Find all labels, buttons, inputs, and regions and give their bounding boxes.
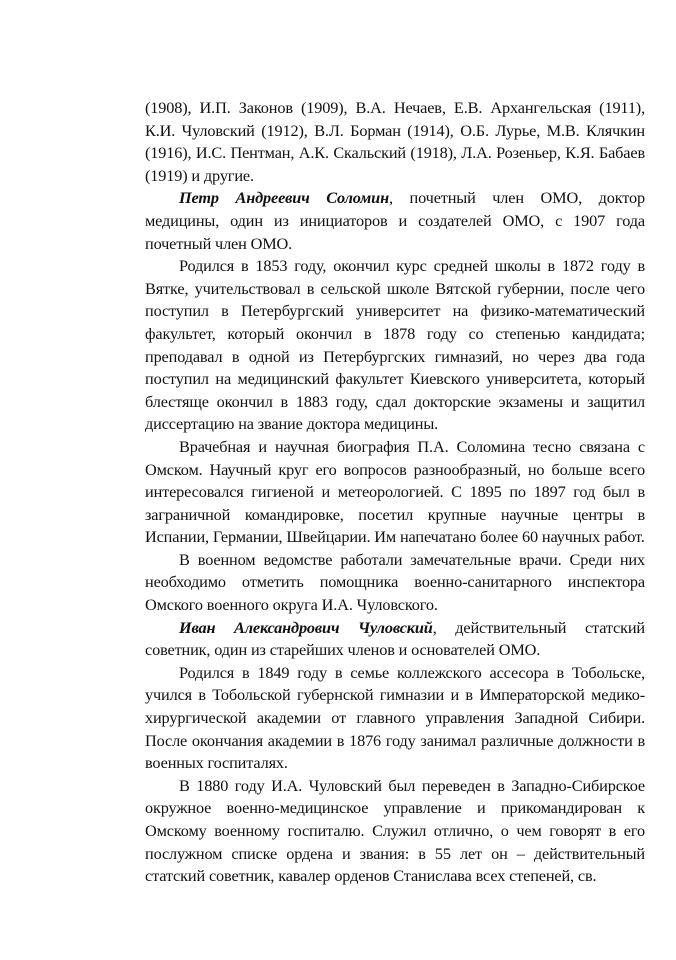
paragraph-military-doctors — [145, 549, 645, 617]
document-page — [145, 97, 645, 888]
paragraph-text: , действительный статский советник, один из старейших членов и основателей ОМО. — [145, 617, 645, 660]
person-name-solomin: Петр Андреевич Соломин — [179, 188, 389, 208]
paragraph-text: (1908), И.П. Законов (1909), В.А. Нечаев, Е.В. Архангельская (1911), К.И. Чуловский (1912), В.Л. Борман (1914), О.Б. Лурье, М.В. Клячкин (1916), И.С. Пентман, А.К. Скальский (1918), Л.А. Розеньер, К.Я. Бабаев (1919) и другие. — [145, 98, 645, 185]
paragraph-text: Родился в 1849 году в семье коллежского ассесора в Тобольске, учился в Тобольской губернской гимназии и в Императорской медико-хирургической академии от главного управления Западной Сибири. После окончания академии в 1876 году занимал различные должности в военных госпиталях. — [145, 662, 645, 773]
paragraph-solomin-science — [145, 436, 645, 549]
paragraph-chulovsky-service — [145, 775, 645, 888]
paragraph-text: В 1880 году И.А. Чуловский был переведен в Западно-Сибирское окружное военно-медицинское управление и прикомандирован к Омскому военному госпиталю. Служил отлично, о чем говорят в его послужном списке ордена и звания: в 55 лет он – действительный статский советник, кавалер орденов Станислава всех степеней, св. — [145, 775, 645, 886]
paragraph-text: , почетный член ОМО, доктор медицины, один из инициаторов и создателей ОМО, с 1907 года почетный член ОМО. — [145, 188, 646, 253]
paragraph-solomin-intro — [145, 187, 645, 255]
paragraph-text: В военном ведомстве работали замечательные врачи. Среди них необходимо отметить помощника военно-санитарного инспектора Омского военного округа И.А. Чуловского. — [145, 549, 645, 615]
paragraph-continuation — [145, 97, 645, 187]
paragraph-chulovsky-intro — [145, 617, 645, 662]
paragraph-chulovsky-biography — [145, 662, 645, 775]
paragraph-solomin-biography — [145, 255, 645, 436]
paragraph-text: Родился в 1853 году, окончил курс средней школы в 1872 году в Вятке, учительствовал в сельской школе Вятской губернии, после чего поступил в Петербургский университет на физико-математический факультет, который окончил в 1878 году со степенью кандидата; преподавал в одной из Петербургских гимназий, но через два года поступил на медицинский факультет Киевского университета, который блестяще окончил в 1883 году, сдал докторские экзамены и защитил диссертацию на звание доктора медицины. — [145, 256, 645, 434]
paragraph-text: Врачебная и научная биография П.А. Соломина тесно связана с Омском. Научный круг его вопросов разнообразный, но больше всего интересовался гигиеной и метеорологией. С 1895 по 1897 год был в заграничной командировке, посетил крупные научные центры в Испании, Германии, Швейцарии. Им напечатано более 60 научных работ. — [145, 436, 645, 547]
person-name-chulovsky: Иван Александрович Чуловский — [179, 617, 433, 637]
